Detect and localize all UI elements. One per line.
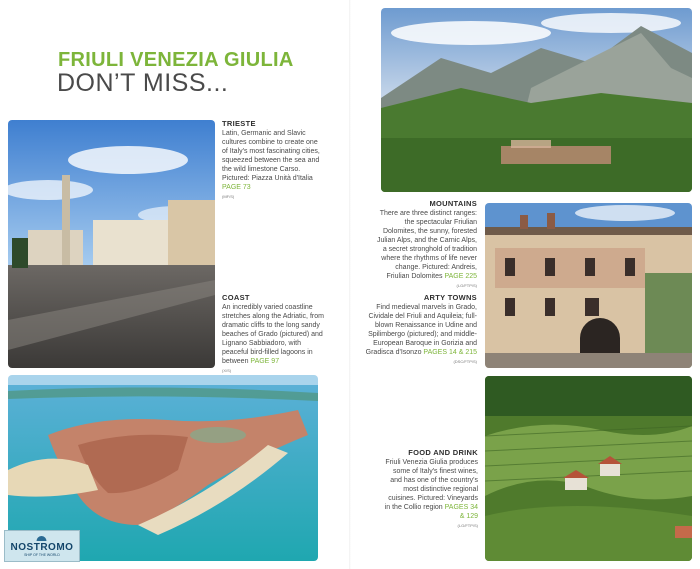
section-coast <box>222 293 326 375</box>
page-reference-link[interactable]: PAGE 225 <box>444 273 477 280</box>
section-body: An incredibly varied coastline stretches along the Adriatic, from dramatic cliffs to the long sandy beaches of Grado (pictured) and Lignano Sabbiadoro, with peaceful bird-filled lagoons in between <box>222 304 324 365</box>
section-arty-towns <box>364 293 477 366</box>
page-reference-link[interactable]: PAGE 73 <box>222 184 251 191</box>
section-body: Friuli Venezia Giulia produces some of Italy's finest wines, and has one of the country's most distinctive regional cuisines. Pictured: Vineyards in the Collio region <box>384 459 478 511</box>
section-heading: COAST <box>222 293 250 302</box>
section-heading: TRIESTE <box>222 119 256 128</box>
photo-credit-code: (DSC/FTP/S) <box>453 359 477 364</box>
section-heading: ARTY TOWNS <box>423 293 477 302</box>
photo-credit-code: (X/S) <box>222 368 232 373</box>
photo-spilimbergo-palazzo <box>485 203 692 368</box>
photo-collio-vineyards <box>485 376 692 561</box>
page-title-region: FRIULI VENEZIA GIULIA <box>58 49 294 71</box>
section-mountains <box>372 199 477 290</box>
section-body: There are three distinct ranges: the spectacular Friulian Dolomites, the sunny, forested Julian Alps, and the Carnic Alps, a secret stronghold of tradition where the rhythms of life never change. Pictured: Andreis, Friulian Dolomites <box>376 210 477 280</box>
photo-trieste-piazza <box>8 120 215 368</box>
photo-credit-code: (MF/S) <box>222 194 235 199</box>
photo-mountains-andreis <box>381 8 692 192</box>
globe-icon <box>36 532 47 542</box>
page-reference-link[interactable]: PAGE 97 <box>250 358 280 365</box>
photo-credit-code: (LG/FTP/S) <box>457 523 478 528</box>
logo-name: NOSTROMO <box>10 542 74 553</box>
section-heading: MOUNTAINS <box>429 199 477 208</box>
photo-credit-code: (LG/FTP/S) <box>456 283 477 288</box>
section-body: Find medieval marvels in Grado, Cividale del Friuli and Aquileia; full-blown Renaissance in Udine and Spilimbergo (pictured); and middle-European Baroque in Gorizia and Gradisca d'Isonzo <box>365 304 477 356</box>
logo-tagline: SHIP OF THE WORLD <box>24 553 60 557</box>
page-reference-link[interactable]: PAGES 14 & 215 <box>423 349 477 356</box>
nostromo-watermark-logo <box>4 530 80 562</box>
section-food-and-drink <box>382 448 478 530</box>
page-title-dont-miss: DON’T MISS... <box>57 69 229 97</box>
section-trieste <box>222 119 322 201</box>
section-body: Latin, Germanic and Slavic cultures combine to create one of Italy's most fascinating cities, squeezed between the sea and the wild limestone Carso. Pictured: Piazza Unità d'Italia <box>222 130 320 182</box>
page-gutter <box>349 0 351 569</box>
section-heading: FOOD AND DRINK <box>408 448 478 457</box>
page-reference-link[interactable]: PAGES 34 & 129 <box>444 504 478 520</box>
